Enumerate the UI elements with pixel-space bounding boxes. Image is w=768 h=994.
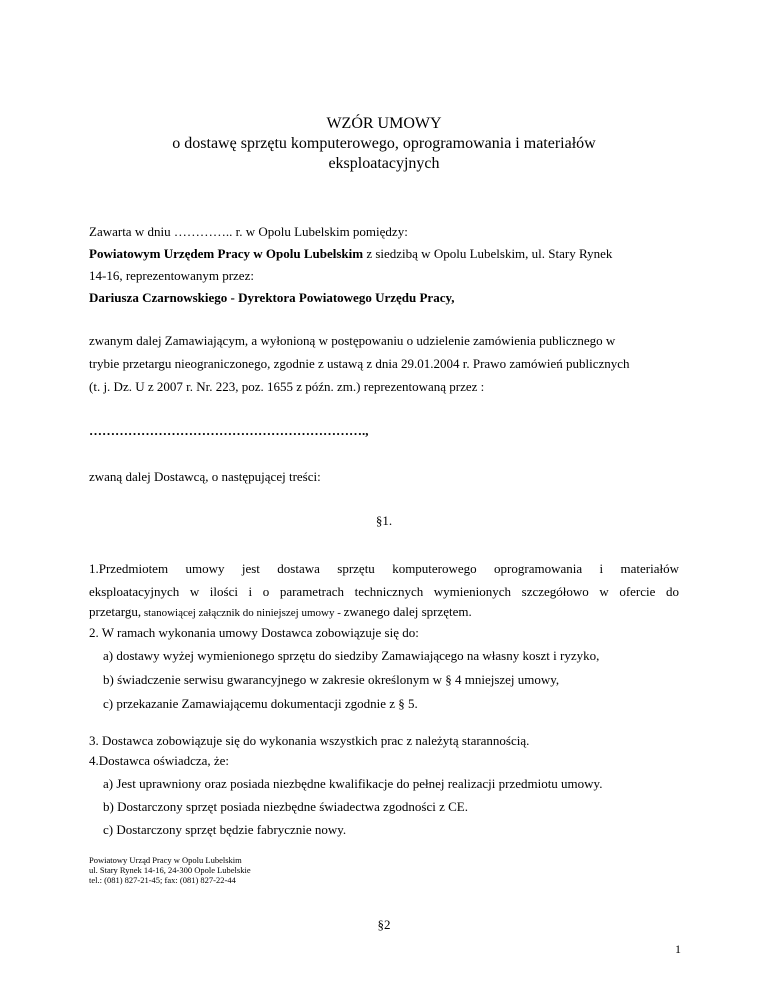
representative-name: Dariusza Czarnowskiego - Dyrektora Powiatowego Urzędu Pracy, — [89, 290, 455, 305]
contractor-named-line: zwaną dalej Dostawcą, o następującej treści: — [89, 469, 321, 484]
list-item: a) Jest uprawniony oraz posiada niezbędne kwalifikacje do pełnej realizacji przedmiotu umowy. — [103, 776, 603, 791]
section1-paragraph1-line2: eksploatacyjnych w ilości i o parametrach technicznych wymienionych szczegółowo w ofercie do — [89, 584, 679, 599]
party-address-continued: 14-16, reprezentowanym przez: — [89, 268, 254, 283]
section1-paragraph4: 4.Dostawca oświadcza, że: — [89, 753, 230, 768]
concluded-date-line: Zawarta w dniu ………….. r. w Opolu Lubelskim pomiędzy: — [89, 224, 408, 239]
document-title: WZÓR UMOWY — [326, 115, 442, 132]
section1-paragraph2: 2. W ramach wykonania umowy Dostawca zobowiązuje się do: — [89, 625, 419, 640]
representative-line — [89, 290, 455, 306]
section1-heading: §1. — [375, 513, 393, 528]
intro-text-line1: zwanym dalej Zamawiającym, a wyłonioną w postępowaniu o udzielenie zamówienia publicznego w — [89, 333, 616, 348]
party-address: z siedzibą w Opolu Lubelskim, ul. Stary Rynek — [363, 246, 613, 261]
page-number: 1 — [675, 942, 681, 956]
section1-paragraph1-line1: 1.Przedmiotem umowy jest dostawa sprzętu komputerowego oprogramowania i materiałów — [89, 561, 679, 576]
document-subtitle-line2: eksploatacyjnych — [328, 155, 440, 172]
contractor-blank: ………………………………………………………., — [89, 423, 369, 438]
section2-heading: §2 — [377, 917, 391, 932]
party-name: Powiatowym Urzędem Pracy w Opolu Lubelskim — [89, 246, 364, 261]
list-item: b) świadczenie serwisu gwarancyjnego w zakresie określonym w § 4 mniejszej umowy, — [103, 672, 560, 687]
document-subtitle-line1: o dostawę sprzętu komputerowego, oprogramowania i materiałów — [172, 135, 596, 152]
list-item: c) Dostarczony sprzęt będzie fabrycznie nowy. — [103, 822, 347, 837]
section1-paragraph1-line3: przetargu, stanowiącej załącznik do niniejszej umowy - zwanego dalej sprzętem. — [89, 604, 472, 619]
section1-paragraph3: 3. Dostawca zobowiązuje się do wykonania wszystkich prac z należytą starannością. — [89, 733, 530, 748]
list-item: a) dostawy wyżej wymienionego sprzętu do siedziby Zamawiającego na własny koszt i ryzyko, — [103, 648, 600, 663]
footer-contact: tel.: (081) 827-21-45; fax: (081) 827-22-44 — [89, 875, 236, 885]
list-item: c) przekazanie Zamawiającemu dokumentacji zgodnie z § 5. — [103, 696, 418, 711]
party-line — [89, 246, 612, 262]
footer-org-name: Powiatowy Urząd Pracy w Opolu Lubelskim — [89, 855, 242, 865]
intro-text-line3: (t. j. Dz. U z 2007 r. Nr. 223, poz. 1655 z późn. zm.) reprezentowaną przez : — [89, 379, 485, 394]
list-item: b) Dostarczony sprzęt posiada niezbędne świadectwa zgodności z CE. — [103, 799, 468, 814]
footer-address: ul. Stary Rynek 14-16, 24-300 Opole Lubelskie — [89, 865, 251, 875]
intro-text-line2: trybie przetargu nieograniczonego, zgodnie z ustawą z dnia 29.01.2004 r. Prawo zamówień publicznych — [89, 356, 630, 371]
